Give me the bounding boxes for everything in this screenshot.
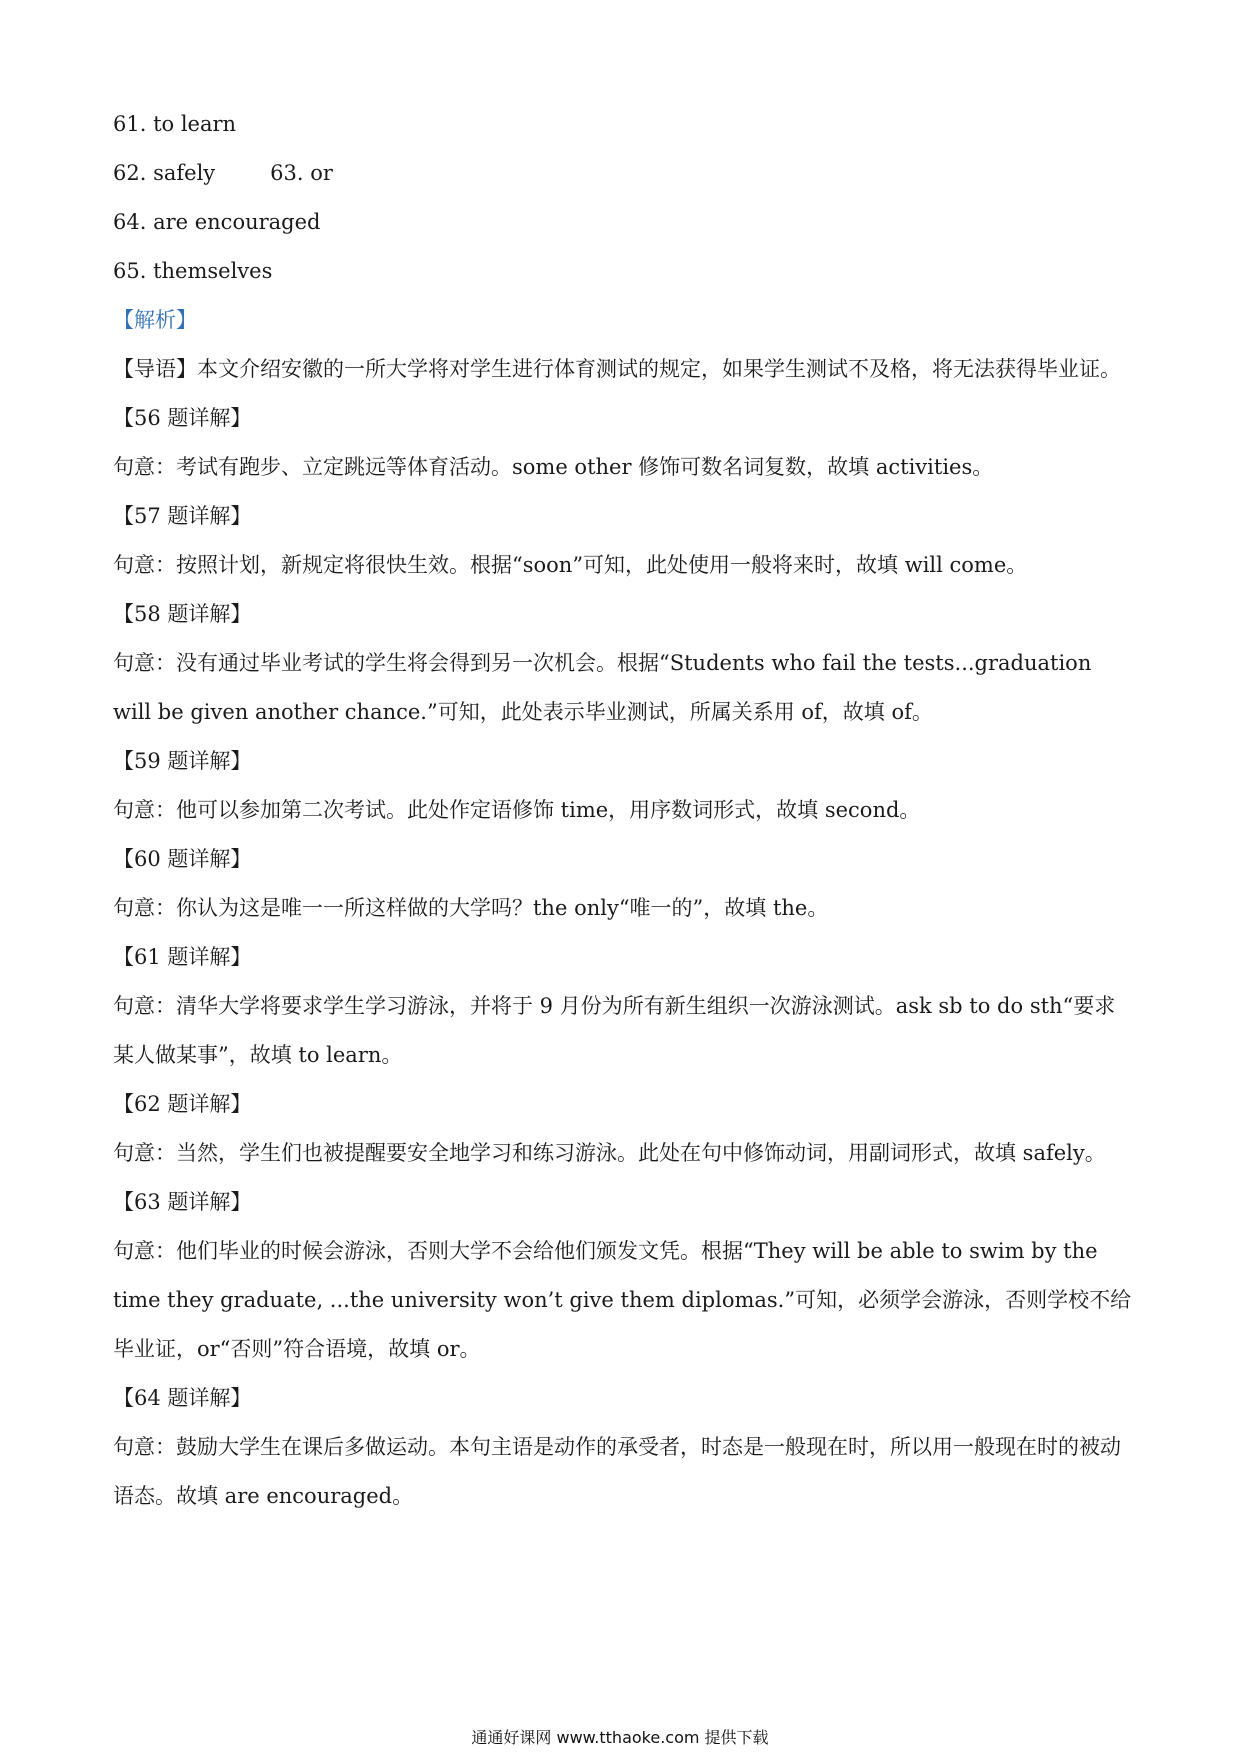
item-text-63: 句意：他们毕业的时候会游泳，否则大学不会给他们颁发文凭。根据“They will be able to swim by the time they graduate, ...the university won’t give them diplomas.”可知，必须学会游泳，否则学校不给毕业证，or“否则”符合语境，故填 or。: [113, 1239, 1132, 1361]
item-heading-58: 【58 题详解】: [113, 602, 252, 626]
item-heading-56: 【56 题详解】: [113, 406, 252, 430]
item-text-59: 句意：他可以参加第二次考试。此处作定语修饰 time，用序数词形式，故填 second。: [113, 798, 921, 822]
answer-65: 65. themselves: [113, 259, 273, 283]
item-heading-61: 【61 题详解】: [113, 945, 252, 969]
answer-63: 63. or: [270, 161, 333, 185]
item-heading-64: 【64 题详解】: [113, 1386, 252, 1410]
answer-62: 62. safely: [113, 161, 216, 185]
item-heading-59: 【59 题详解】: [113, 749, 252, 773]
item-heading-63: 【63 题详解】: [113, 1190, 252, 1214]
answer-64: 64. are encouraged: [113, 210, 321, 234]
item-heading-57: 【57 题详解】: [113, 504, 252, 528]
item-heading-60: 【60 题详解】: [113, 847, 252, 871]
item-text-61: 句意：清华大学将要求学生学习游泳，并将于 9 月份为所有新生组织一次游泳测试。ask sb to do sth“要求某人做某事”，故填 to learn。: [113, 994, 1116, 1067]
page-content: [113, 100, 1133, 1521]
item-text-64: 句意：鼓励大学生在课后多做运动。本句主语是动作的承受者，时态是一般现在时，所以用一般现在时的被动语态。故填 are encouraged。: [113, 1435, 1121, 1508]
analysis-label: 【解析】: [113, 308, 197, 332]
page-footer: 通通好课网 www.tthaoke.com 提供下载: [471, 1728, 769, 1747]
item-text-62: 句意：当然，学生们也被提醒要安全地学习和练习游泳。此处在句中修饰动词，用副词形式，故填 safely。: [113, 1141, 1106, 1165]
item-text-60: 句意：你认为这是唯一一所这样做的大学吗？the only“唯一的”，故填 the。: [113, 896, 829, 920]
item-text-56: 句意：考试有跑步、立定跳远等体育活动。some other 修饰可数名词复数，故填 activities。: [113, 455, 994, 479]
item-heading-62: 【62 题详解】: [113, 1092, 252, 1116]
answer-row-62-63: [113, 149, 1133, 198]
item-text-57: 句意：按照计划，新规定将很快生效。根据“soon”可知，此处使用一般将来时，故填 will come。: [113, 553, 1028, 577]
answer-61: 61. to learn: [113, 112, 237, 136]
intro-paragraph: 【导语】本文介绍安徽的一所大学将对学生进行体育测试的规定，如果学生测试不及格，将无法获得毕业证。: [113, 357, 1121, 381]
item-text-58: 句意：没有通过毕业考试的学生将会得到另一次机会。根据“Students who fail the tests...graduation will be given another chance.”可知，此处表示毕业测试，所属关系用 of，故填 of。: [113, 651, 1092, 724]
